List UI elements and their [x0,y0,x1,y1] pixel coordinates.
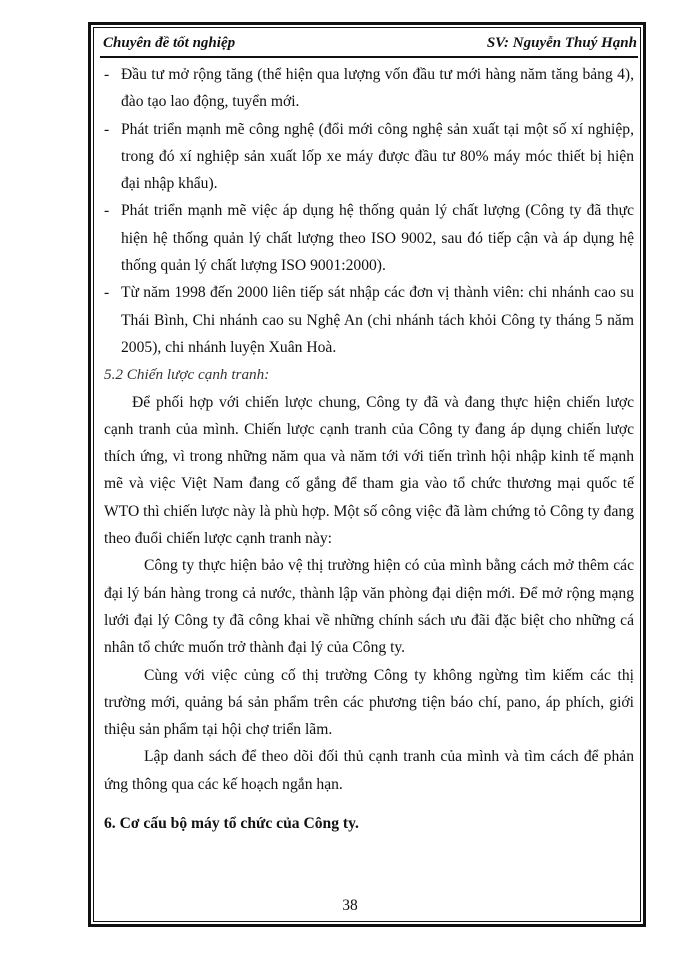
header-divider [100,56,638,58]
bullet-item [104,116,634,198]
bullet-dash: - [104,120,110,138]
bullet-item [104,197,634,279]
bullet-text: Đầu tư mở rộng tăng (thể hiện qua lượng vốn đầu tư mới hàng năm tăng bảng 4), đào tạo lao động, tuyển mới. [121,66,634,111]
bullet-text: Từ năm 1998 đến 2000 liên tiếp sát nhập các đơn vị thành viên: chi nhánh cao su Thái Bình, Chi nhánh cao su Nghệ An (chi nhánh tách khỏi Công ty tháng 5 năm 2005), chi nhánh luyện Xuân Hoà. [121,284,634,356]
bullet-dash: - [104,284,110,302]
header-student-name: SV: Nguyễn Thuý Hạnh [486,35,637,51]
bullet-text: Phát triển mạnh mẽ công nghệ (đổi mới công nghệ sản xuất tại một số xí nghiệp, trong đó xí nghiệp sản xuất lốp xe máy được đầu tư 80% máy móc thiết bị hiện đại nhập khẩu). [121,120,634,193]
bullet-text: Phát triển mạnh mẽ việc áp dụng hệ thống quản lý chất lượng (Công ty đã thực hiện hệ thống quản lý chất lượng theo ISO 9002, sau đó tiếp cận và áp dụng hệ thống quản lý chất lượng ISO 9001:2000). [121,202,634,275]
strategy-paragraph: Lập danh sách để theo dõi đối thủ cạnh tranh của mình và tìm cách để phản ứng thông qua các kế hoạch ngắn hạn. [104,748,634,793]
strategy-paragraph: Cùng với việc củng cố thị trường Công ty không ngừng tìm kiếm các thị trường mới, quảng bá sản phẩm trên các phương tiện báo chí, pano, áp phích, giới thiệu sản phẩm tại hội chợ triển lãm. [104,666,634,739]
bullet-item [104,279,634,361]
bullet-dash: - [104,202,110,220]
document-body [104,61,634,798]
bullet-item [104,61,634,116]
strategy-paragraph: Công ty thực hiện bảo vệ thị trường hiện có của mình bằng cách mở thêm các đại lý bán hàng trong cả nước, thành lập văn phòng đại diện mới. Để mở rộng mạng lưới đại lý Công ty đã công khai về những chính sách ưu đãi đặc biệt cho những cá nhân tổ chức muốn trở thành đại lý của Công ty. [104,557,634,657]
page-number: 38 [342,897,358,914]
section-heading-5-2: 5.2 Chiến lược cạnh tranh: [104,366,270,384]
section-heading-6: 6. Cơ cấu bộ máy tổ chức của Công ty. [104,815,359,832]
bullet-dash: - [104,66,110,83]
header-thesis-title: Chuyên đề tốt nghiệp [103,35,236,51]
section-intro-paragraph: Để phối hợp với chiến lược chung, Công ty đã và đang thực hiện chiến lược cạnh tranh của mình. Chiến lược cạnh tranh của Công ty đang áp dụng chiến lược thích ứng, vì trong những năm qua và năm tới với tiến trình hội nhập kinh tế mạnh mẽ và việc Việt Nam đang cố gắng để tham gia vào tổ chức thương mại quốc tế WTO thì chiến lược này là phù hợp. Một số công việc đã làm chứng tỏ Công ty đang theo đuổi chiến lược cạnh tranh này: [104,393,634,548]
page-header [103,33,637,57]
